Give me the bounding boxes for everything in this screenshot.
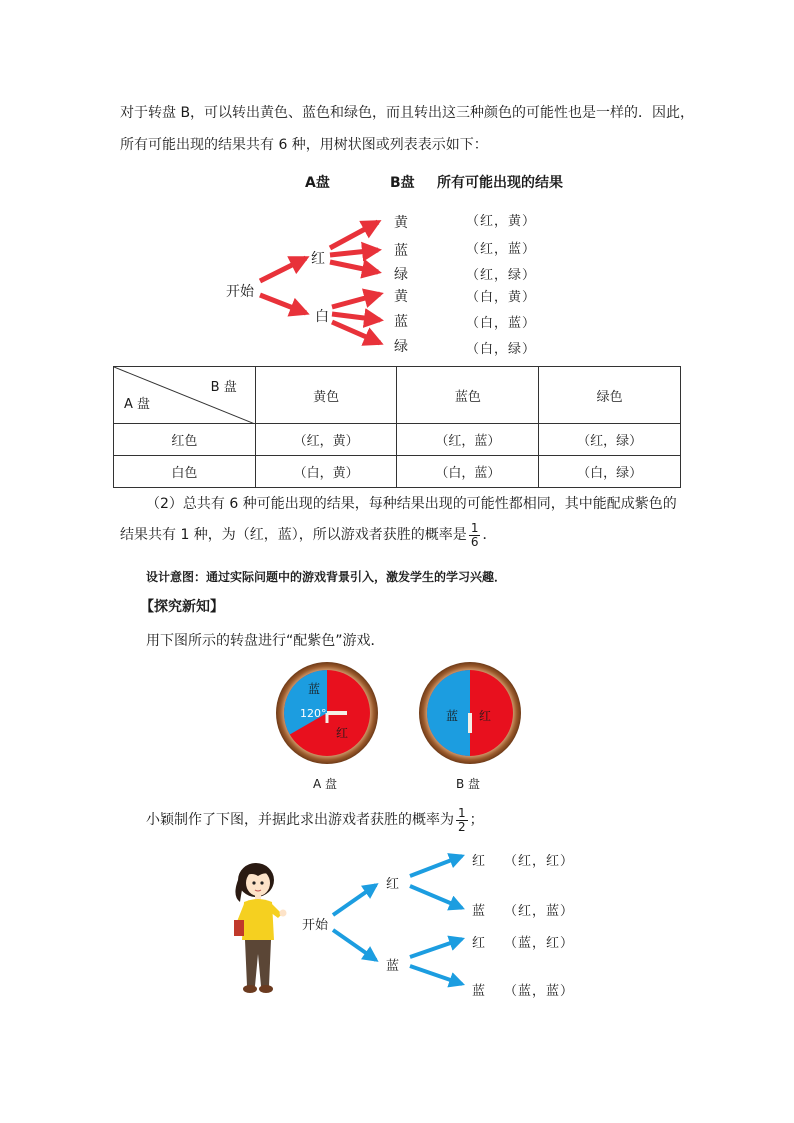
fraction-denominator: 2	[458, 819, 466, 834]
tree1-result: （红，黄）	[466, 214, 537, 229]
arrow-blue-red-2	[410, 939, 462, 957]
arrow-red-blue	[330, 250, 378, 255]
spinner-a-caption: A 盘	[313, 777, 338, 791]
table-corner-b: B 盘	[210, 380, 237, 395]
table-cell: （白，绿）	[539, 456, 681, 488]
table-header-row	[114, 367, 681, 424]
outcome-table	[113, 366, 681, 488]
section-title: 【探究新知】	[140, 599, 224, 615]
arrow-start-blue-2	[333, 930, 376, 960]
arrow-start-red-2	[333, 885, 376, 915]
intro-line-2: 所有可能出现的结果共有 6 种，用树状图或列表表示如下：	[120, 137, 488, 153]
table-row	[114, 424, 681, 456]
arrow-start-white	[260, 295, 306, 313]
tree1-leaf: 绿	[394, 267, 408, 283]
xiaoying-end: ；	[469, 812, 484, 828]
spinner-b-blue-label: 蓝	[446, 709, 459, 723]
intro-line-1: 对于转盘 B，可以转出黄色、蓝色和绿色，而且转出这三种颜色的可能性也是一样的．因此，	[120, 105, 695, 121]
spinner-a	[276, 662, 378, 764]
xiaoying-fraction	[456, 807, 468, 834]
arrow-red-green	[330, 262, 378, 272]
conclusion-line-1: （2）总共有 6 种可能出现的结果，每种结果出现的可能性都相同，其中能配成紫色的	[146, 496, 677, 512]
conclusion-text: 结果共有 1 种，为（红，蓝），所以游戏者获胜的概率是	[120, 527, 467, 543]
table-cell: （红，蓝）	[397, 424, 539, 456]
tree2-result: （蓝，红）	[504, 936, 575, 951]
table-row-label: 红色	[114, 424, 256, 456]
tree1-node-white: 白	[315, 309, 329, 325]
design-note: 设计意图：通过实际问题中的游戏背景引入，激发学生的学习兴趣．	[146, 570, 507, 584]
xiaoying-line	[146, 805, 484, 835]
tree1-leaf: 蓝	[394, 243, 408, 259]
tree1-node-red: 红	[311, 251, 325, 267]
tree2-start: 开始	[302, 918, 329, 933]
spinner-b-caption: B 盘	[456, 777, 481, 791]
tree1-leaf: 绿	[394, 339, 408, 355]
tree2-leaf: 蓝	[472, 904, 486, 919]
tree-diagram-2	[0, 840, 794, 1010]
table-row	[114, 456, 681, 488]
table-cell: （红，绿）	[539, 424, 681, 456]
tree1-start: 开始	[226, 284, 254, 300]
arrow-white-green	[332, 322, 380, 343]
table-corner-a: A 盘	[124, 397, 151, 412]
spinner-a-red-label: 红	[336, 726, 349, 740]
table-col-header: 黄色	[255, 367, 397, 424]
table-cell: （红，黄）	[255, 424, 397, 456]
spinner-b-red-label: 红	[479, 709, 492, 723]
tree2-node-red: 红	[386, 877, 400, 892]
spinner-a-blue-label: 蓝	[308, 682, 321, 696]
tree2-result: （蓝，蓝）	[504, 984, 575, 999]
table-corner-cell	[114, 367, 256, 424]
instruction: 用下图所示的转盘进行“配紫色”游戏．	[146, 633, 385, 649]
spinner-a-angle-label: 120°	[300, 707, 327, 720]
arrow-red-red-2	[410, 856, 462, 876]
tree1-result: （白，黄）	[466, 290, 537, 305]
tree2-result: （红，红）	[504, 854, 575, 869]
table-col-header: 绿色	[539, 367, 681, 424]
fraction-denominator: 6	[470, 534, 479, 549]
tree1-result: （红，蓝）	[466, 242, 537, 257]
arrow-white-yellow	[332, 294, 380, 307]
tree1-leaf: 黄	[394, 215, 408, 231]
table-col-header: 蓝色	[397, 367, 539, 424]
tree2-node-blue: 蓝	[386, 959, 400, 974]
arrow-red-yellow	[330, 222, 378, 248]
arrow-red-blue-2	[410, 886, 462, 908]
fraction-numerator: 1	[470, 520, 479, 535]
tree1-result: （白，蓝）	[466, 316, 537, 331]
spinner-b	[419, 662, 521, 764]
conclusion-end: ．	[482, 527, 497, 543]
table-cell: （白，黄）	[255, 456, 397, 488]
tree1-header-results: 所有可能出现的结果	[437, 175, 563, 191]
tree2-leaf: 红	[472, 854, 486, 869]
arrow-start-red	[260, 258, 306, 281]
fraction-numerator: 1	[458, 805, 466, 820]
tree1-leaf: 黄	[394, 289, 408, 305]
table-cell: （白，蓝）	[397, 456, 539, 488]
tree1-header-a: A盘	[305, 175, 330, 191]
tree1-result: （白，绿）	[466, 342, 537, 357]
tree2-result: （红，蓝）	[504, 904, 575, 919]
conclusion-line-2	[120, 521, 496, 549]
arrow-blue-blue-2	[410, 966, 462, 984]
tree1-leaf: 蓝	[394, 314, 408, 330]
probability-fraction	[469, 522, 481, 549]
tree1-header-b: B盘	[390, 175, 415, 191]
tree2-leaf: 红	[472, 936, 486, 951]
table-row-label: 白色	[114, 456, 256, 488]
arrow-white-blue	[332, 314, 380, 320]
tree2-leaf: 蓝	[472, 984, 486, 999]
tree1-result: （红，绿）	[466, 268, 537, 283]
xiaoying-text: 小颖制作了下图，并据此求出游戏者获胜的概率为	[146, 812, 454, 828]
